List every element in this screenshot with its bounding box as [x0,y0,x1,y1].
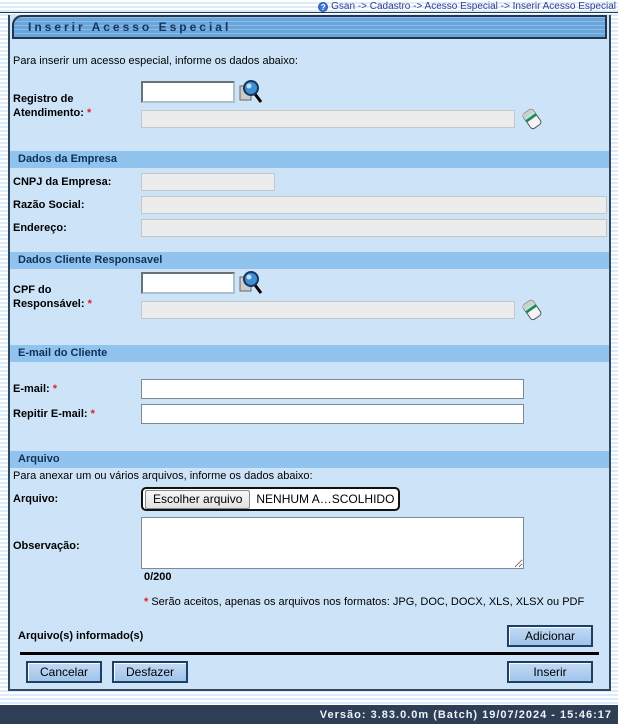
section-arquivo: Arquivo [10,451,609,468]
file-status-text: NENHUM A…SCOLHIDO [256,492,395,506]
cnpj-display [141,173,275,191]
repetir-email-label: Repitir E-mail: * [13,408,95,420]
endereco-row [10,219,609,237]
registro-atendimento-label: Registro de Atendimento: * [13,93,92,119]
arquivo-file-row [10,487,609,511]
observacao-row [10,517,609,569]
arquivo-label: Arquivo: [13,493,59,505]
form-container [8,15,611,691]
section-dados-empresa: Dados da Empresa [10,151,609,168]
clear-registro-icon[interactable] [521,107,543,131]
observacao-textarea[interactable] [141,517,524,569]
top-navigation-bar [0,0,618,13]
cnpj-label: CNPJ da Empresa: [13,176,112,188]
registro-atendimento-block [10,81,609,131]
choose-file-button[interactable]: Escolher arquivo [145,490,250,509]
razao-social-row [10,196,609,214]
desfazer-button[interactable]: Desfazer [112,661,188,683]
arquivo-intro-text: Para anexar um ou vários arquivos, informe os dados abaixo: [13,470,313,482]
char-counter: 0/200 [144,571,172,583]
razao-social-label: Razão Social: [13,199,85,211]
adicionar-button[interactable]: Adicionar [507,625,593,647]
arquivos-informados-row [10,625,609,647]
razao-social-display [141,196,607,214]
page-title-bar [12,15,607,39]
cnpj-row [10,173,609,191]
help-icon[interactable]: ? [318,2,328,12]
email-input[interactable] [141,379,524,399]
email-label: E-mail: * [13,383,58,395]
registro-atendimento-input[interactable] [141,81,235,103]
arquivos-informados-label: Arquivo(s) informado(s) [18,630,144,642]
status-bar [0,705,618,724]
cpf-responsavel-block [10,272,609,322]
section-email-cliente: E-mail do Cliente [10,345,609,362]
file-input[interactable] [141,487,400,511]
email-row [10,379,609,399]
section-cliente-responsavel: Dados Cliente Responsavel [10,252,609,269]
repetir-email-input[interactable] [141,404,524,424]
registro-atendimento-display [141,110,515,128]
clear-cpf-icon[interactable] [521,298,543,322]
cancelar-button[interactable]: Cancelar [26,661,102,683]
observacao-label: Observação: [13,540,80,552]
intro-text: Para inserir um acesso especial, informe os dados abaixo: [13,55,298,67]
endereco-label: Endereço: [13,222,67,234]
cpf-responsavel-display [141,301,515,319]
search-registro-icon[interactable] [237,79,263,105]
search-cpf-icon[interactable] [237,270,263,296]
endereco-display [141,219,607,237]
form-actions [10,661,609,683]
breadcrumb[interactable] [318,1,616,12]
repetir-email-row [10,404,609,424]
version-text: Versão: 3.83.0.0m (Batch) 19/07/2024 - 15:46:17 [319,708,612,721]
page-title: Inserir Acesso Especial [28,20,232,34]
formats-note: * Serão aceitos, apenas os arquivos nos formatos: JPG, DOC, DOCX, XLS, XLSX ou PDF [144,596,585,608]
cpf-responsavel-label: CPF do Responsável: * [13,284,92,310]
cpf-responsavel-input[interactable] [141,272,235,294]
inserir-button[interactable]: Inserir [507,661,593,683]
divider [20,652,599,655]
breadcrumb-path[interactable]: Gsan -> Cadastro -> Acesso Especial -> Inserir Acesso Especial [331,1,616,12]
